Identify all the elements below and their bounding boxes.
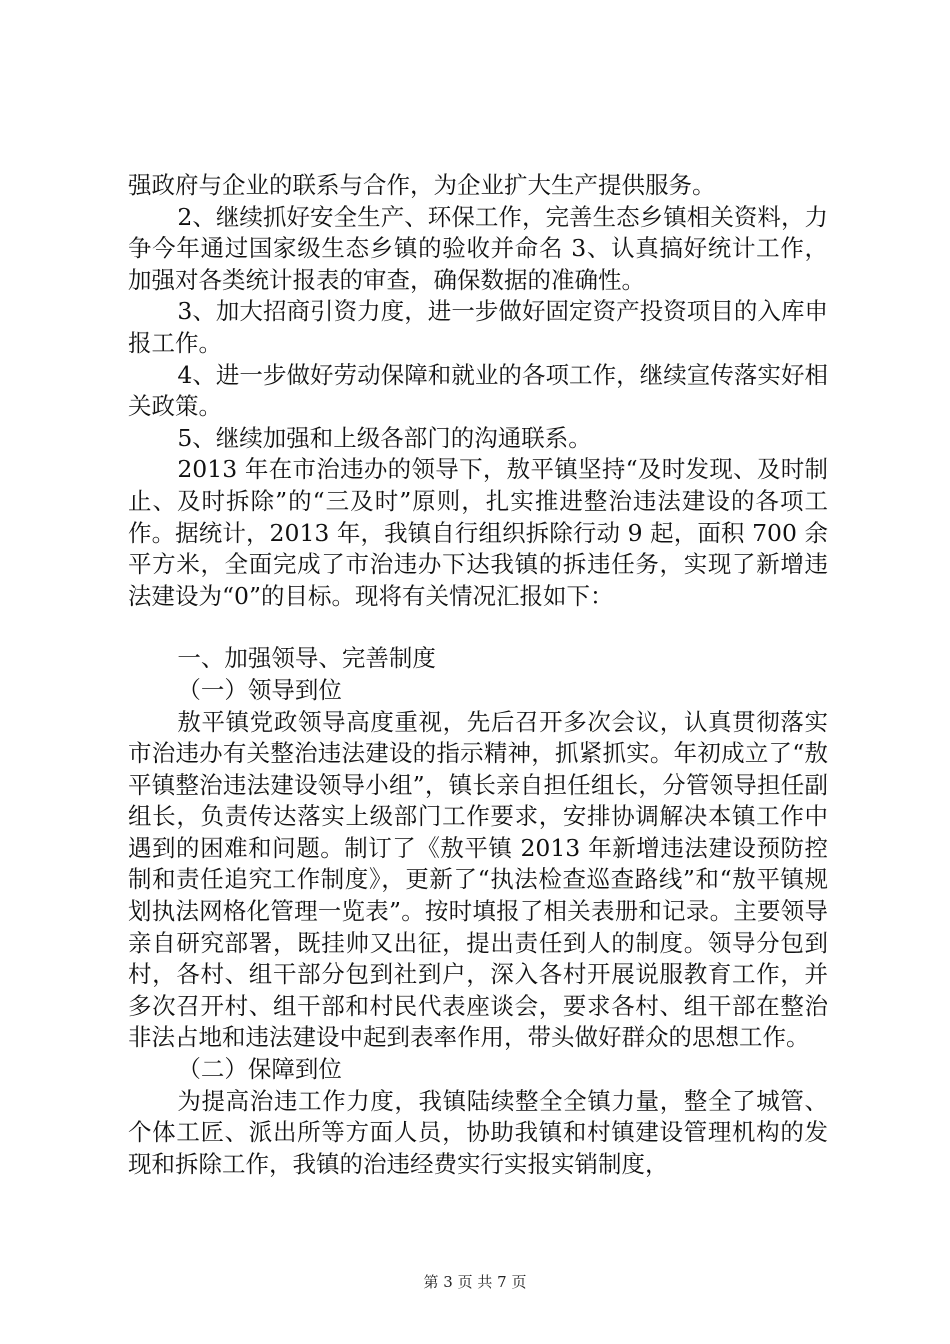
paragraph-item-5: 5、继续加强和上级各部门的沟通联系。: [177, 423, 592, 452]
page-number-footer: 第 3 页 共 7 页: [423, 1273, 527, 1291]
paragraph-item-2: 2、继续抓好安全生产、环保工作，完善生态乡镇相关资料，力争今年通过国家级生态乡镇的验收并命名 3、认真搞好统计工作，加强对各类统计报表的审查，确保数据的准确性。: [128, 202, 828, 294]
paragraph-guarantee: 为提高治违工作力度，我镇陆续整全全镇力量，整全了城管、个体工匠、派出所等方面人员，协助我镇和村镇建设管理机构的发现和拆除工作，我镇的治违经费实行实报实销制度，: [128, 1086, 828, 1178]
paragraph-leadership: 敖平镇党政领导高度重视，先后召开多次会议，认真贯彻落实市治违办有关整治违法建设的指示精神，抓紧抓实。年初成立了“敖平镇整治违法建设领导小组”，镇长亲自担任组长，分管领导担任副组长，负责传达落实上级部门工作要求，安排协调解决本镇工作中遇到的困难和问题。制订了《敖平镇 2013 年新增违法建设预防控制和责任追究工作制度》，更新了“执法检查巡查路线”和“敖平镇规划执法网格化管理一览表”。按时填报了相关表册和记录。主要领导亲自研究部署，既挂帅又出征，提出责任到人的制度。领导分包到村，各村、组干部分包到社到户，深入各村开展说服教育工作，并多次召开村、组干部和村民代表座谈会，要求各村、组干部在整治非法占地和违法建设中起到表率作用，带头做好群众的思想工作。: [128, 707, 828, 1052]
paragraph-item-3: 3、加大招商引资力度，进一步做好固定资产投资项目的入库申报工作。: [128, 297, 828, 357]
paragraph-item-4: 4、进一步做好劳动保障和就业的各项工作，继续宣传落实好相关政策。: [128, 360, 828, 421]
paragraph-continuation: 强政府与企业的联系与合作，为企业扩大生产提供服务。: [128, 171, 716, 199]
paragraph-intro: 2013 年在市治违办的领导下，敖平镇坚持“及时发现、及时制止、及时拆除”的“三及时”原则，扎实推进整治违法建设的各项工作。据统计，2013 年，我镇自行组织拆除行动 9 起，面积 700 余平方米，全面完成了市治违办下达我镇的拆违任务，实现了新增违法建设为“0”的目标。现将有关情况汇报如下：: [128, 455, 828, 610]
subsection-heading-1: （一）领导到位: [177, 675, 342, 704]
section-heading-1: 一、加强领导、完善制度: [177, 644, 436, 673]
document-body: [128, 170, 828, 1180]
subsection-heading-2: （二）保障到位: [177, 1055, 342, 1084]
